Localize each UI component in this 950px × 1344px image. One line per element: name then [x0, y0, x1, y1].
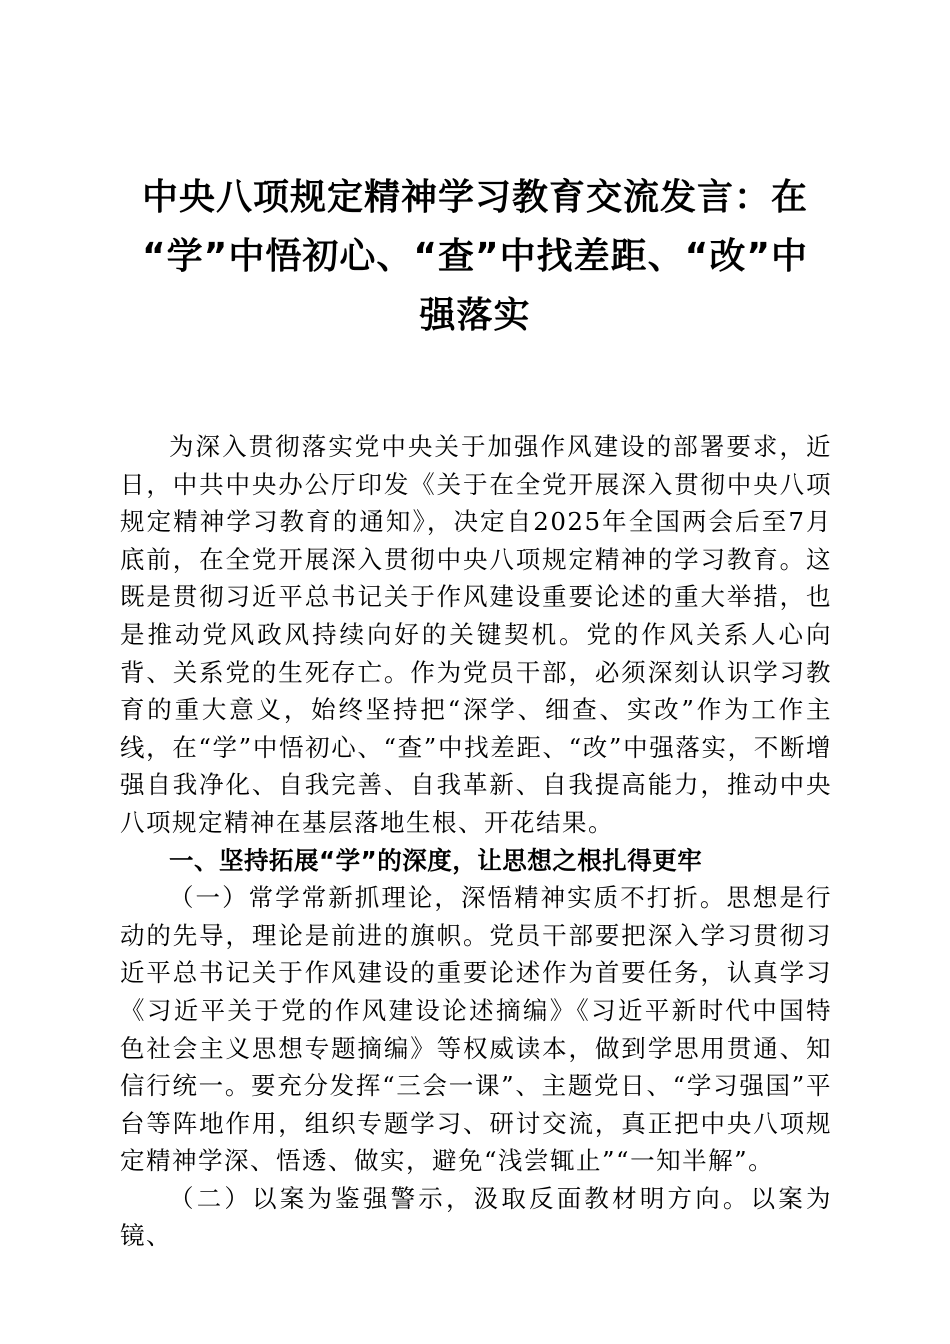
title-line: 强落实: [419, 295, 531, 336]
section-heading: 一、坚持拓展“学”的深度，让思想之根扎得更牢: [169, 845, 703, 875]
title-line: 中央八项规定精神学习教育交流发言：在: [141, 177, 808, 218]
body-paragraph: （一）常学常新抓理论，深悟精神实质不打折。思想是行动的先导，理论是前进的旗帜。党员干部要把深入学习贯彻习近平总书记关于作风建设的重要论述作为首要任务，认真学习《习近平关于党的作风建设论述摘编》《习近平新时代中国特色社会主义思想专题摘编》等权威读本，做到学思用贯通、知信行统一。要充分发挥“三会一课”、主题党日、“学习强国”平台等阵地作用，组织专题学习、研讨交流，真正把中央八项规定精神学深、悟透、做实，避免“浅尝辄止”“一知半解”。: [120, 883, 832, 1176]
body-paragraph: （二）以案为鉴强警示，汲取反面教材明方向。以案为镜、: [120, 1183, 832, 1251]
document-body: [120, 428, 832, 1255]
intro-paragraph: 为深入贯彻落实党中央关于加强作风建设的部署要求，近日，中共中央办公厅印发《关于在全党开展深入贯彻中央八项规定精神学习教育的通知》，决定自2025年全国两会后至7月底前，在全党开展深入贯彻中央八项规定精神的学习教育。这既是贯彻习近平总书记关于作风建设重要论述的重大举措，也是推动党风政风持续向好的关键契机。党的作风关系人心向背、关系党的生死存亡。作为党员干部，必须深刻认识学习教育的重大意义，始终坚持把“深学、细查、实改”作为工作主线，在“学”中悟初心、“查”中找差距、“改”中强落实，不断增强自我净化、自我完善、自我革新、自我提高能力，推动中央八项规定精神在基层落地生根、开花结果。: [120, 432, 832, 837]
title-line: “学”中悟初心、“查”中找差距、“改”中: [142, 236, 808, 277]
document-title: [120, 168, 830, 345]
